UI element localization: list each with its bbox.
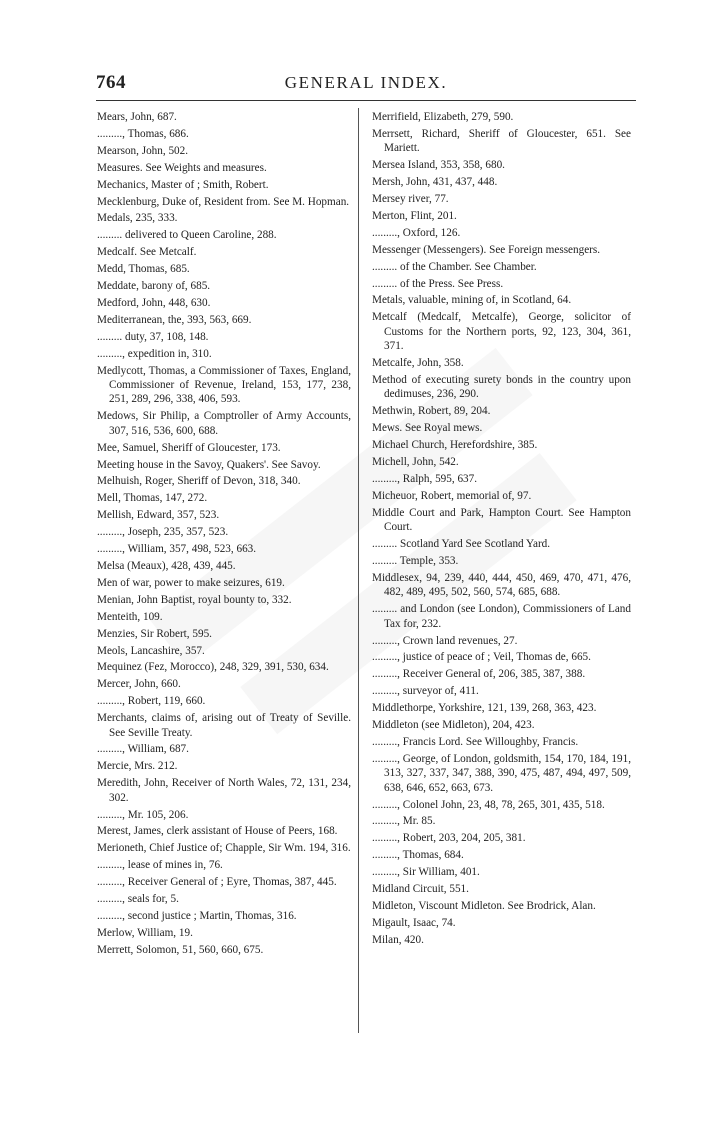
index-entry: ........., Mr. 85. xyxy=(372,815,436,828)
index-entry: Medlycott, Thomas, a Commissioner of Taxes, England, Commissioner of Revenue, Ireland, 153, 177, 238, 251, 289, 296, 338, 406, 593. xyxy=(97,364,351,406)
index-entry: Medals, 235, 333. xyxy=(97,212,178,225)
index-entry: Merrifield, Elizabeth, 279, 590. xyxy=(372,111,514,123)
index-entry: Menian, John Baptist, royal bounty to, 332. xyxy=(97,593,292,606)
index-entry: Medows, Sir Philip, a Comptroller of Army Accounts, 307, 516, 536, 600, 688. xyxy=(97,410,351,437)
index-entry: ........., justice of peace of ; Veil, Thomas de, 665. xyxy=(372,651,591,664)
index-entry: Middlethorpe, Yorkshire, 121, 139, 268, 363, 423. xyxy=(372,702,597,715)
index-entry: Method of executing surety bonds in the country upon dedimuses, 236, 290. xyxy=(372,374,631,401)
index-entry: ........., Joseph, 235, 357, 523. xyxy=(97,526,229,539)
index-column-left xyxy=(97,110,351,960)
index-entry: Medcalf. See Metcalf. xyxy=(97,246,197,259)
index-entry: Menteith, 109. xyxy=(97,610,163,623)
index-entry: Mercer, John, 660. xyxy=(97,678,181,691)
index-entry: Medford, John, 448, 630. xyxy=(97,296,211,309)
index-entry: ......... and London (see London), Commissioners of Land Tax for, 232. xyxy=(372,603,631,630)
index-entry: Mersh, John, 431, 437, 448. xyxy=(372,176,498,189)
index-entry: ........., Crown land revenues, 27. xyxy=(372,634,518,647)
index-entry: Metcalf (Medcalf, Metcalfe), George, solicitor of Customs for the Northern ports, 92, 123, 304, 361, 371. xyxy=(372,311,631,353)
index-entry: Meredith, John, Receiver of North Wales, 72, 131, 234, 302. xyxy=(97,777,351,804)
index-entry: Merest, James, clerk assistant of House of Peers, 168. xyxy=(97,825,338,838)
index-entry: ......... Scotland Yard See Scotland Yard. xyxy=(372,538,551,551)
index-entry: Micheuor, Robert, memorial of, 97. xyxy=(372,489,532,502)
index-column-right xyxy=(372,110,631,950)
index-entry: Metals, valuable, mining of, in Scotland, 64. xyxy=(372,294,572,307)
index-entry: Merioneth, Chief Justice of; Chapple, Sir Wm. 194, 316. xyxy=(97,842,351,855)
index-entry: Measures. See Weights and measures. xyxy=(97,161,267,174)
index-entry: Milan, 420. xyxy=(372,933,424,946)
index-entry: ........., expedition in, 310. xyxy=(97,347,212,360)
index-entry: Medd, Thomas, 685. xyxy=(97,263,190,276)
index-entry: Mears, John, 687. xyxy=(97,111,177,123)
index-entry: ........., Receiver General of, 206, 385, 387, 388. xyxy=(372,668,586,681)
index-entry: ........., William, 687. xyxy=(97,743,189,756)
index-entry: Mee, Samuel, Sheriff of Gloucester, 173. xyxy=(97,441,281,454)
index-entry: ........., Colonel John, 23, 48, 78, 265, 301, 435, 518. xyxy=(372,798,605,811)
index-entry: Merchants, claims of, arising out of Treaty of Seville. See Seville Treaty. xyxy=(97,712,351,739)
index-entry: Michell, John, 542. xyxy=(372,456,459,469)
index-entry: ........., George, of London, goldsmith, 154, 170, 184, 191, 313, 327, 337, 347, 388, 390, 475, 487, 494, 497, 509, 638, 646, 652, 663, 673. xyxy=(372,752,631,794)
index-entry: Mequinez (Fez, Morocco), 248, 329, 391, 530, 634. xyxy=(97,661,329,674)
index-entry: ......... delivered to Queen Caroline, 288. xyxy=(97,229,277,242)
index-entry: ........., Oxford, 126. xyxy=(372,226,461,239)
index-entry: Michael Church, Herefordshire, 385. xyxy=(372,439,538,452)
index-entry: Mersea Island, 353, 358, 680. xyxy=(372,159,505,172)
index-entry: Mell, Thomas, 147, 272. xyxy=(97,492,208,505)
index-entry: ........., Thomas, 684. xyxy=(372,849,464,862)
index-entry: Meols, Lancashire, 357. xyxy=(97,644,205,657)
index-entry: Middlesex, 94, 239, 440, 444, 450, 469, 470, 471, 476, 482, 489, 495, 502, 560, 574, 685, 688. xyxy=(372,571,631,599)
index-entry: ........., second justice ; Martin, Thomas, 316. xyxy=(97,910,297,922)
index-entry: Mellish, Edward, 357, 523. xyxy=(97,509,220,522)
index-entry: ........., surveyor of, 411. xyxy=(372,685,479,698)
index-entry: Messenger (Messengers). See Foreign messengers. xyxy=(372,243,601,256)
running-title: GENERAL INDEX. xyxy=(284,73,448,92)
index-entry: ........., Francis Lord. See Willoughby, Francis. xyxy=(372,735,579,748)
index-entry: Migault, Isaac, 74. xyxy=(372,916,456,929)
index-entry: ........., Robert, 203, 204, 205, 381. xyxy=(372,832,526,845)
index-entry: Mews. See Royal mews. xyxy=(372,422,483,435)
index-entry: ........., Sir William, 401. xyxy=(372,866,480,879)
index-entry: ........., Receiver General of ; Eyre, Thomas, 387, 445. xyxy=(97,876,337,889)
index-entry: Mecklenburg, Duke of, Resident from. See M. Hopman. xyxy=(97,195,350,208)
index-entry: Melhuish, Roger, Sheriff of Devon, 318, 340. xyxy=(97,475,301,488)
index-entry: Methwin, Robert, 89, 204. xyxy=(372,405,491,418)
index-entry: Metcalfe, John, 358. xyxy=(372,357,464,370)
page-number: 764 xyxy=(96,72,126,93)
index-entry: Merrsett, Richard, Sheriff of Gloucester, 651. See Mariett. xyxy=(372,127,631,155)
index-entry: Melsa (Meaux), 428, 439, 445. xyxy=(97,559,236,572)
index-entry: ........., William, 357, 498, 523, 663. xyxy=(97,543,257,556)
index-entry: Midleton, Viscount Midleton. See Brodrick, Alan. xyxy=(372,900,596,912)
index-entry: ......... duty, 37, 108, 148. xyxy=(97,330,209,343)
header-rule xyxy=(96,100,636,101)
index-entry: Midland Circuit, 551. xyxy=(372,883,469,896)
page-header xyxy=(96,72,636,96)
index-entry: Mediterranean, the, 393, 563, 669. xyxy=(97,313,252,326)
index-entry: Mearson, John, 502. xyxy=(97,144,189,157)
index-entry: ......... of the Press. See Press. xyxy=(372,277,504,290)
index-entry: ........., Thomas, 686. xyxy=(97,127,189,140)
index-entry: ........., Mr. 105, 206. xyxy=(97,808,189,821)
index-entry: Meddate, barony of, 685. xyxy=(97,280,211,293)
index-entry: Middleton (see Midleton), 204, 423. xyxy=(372,719,535,732)
index-entry: Meeting house in the Savoy, Quakers'. See Savoy. xyxy=(97,458,321,471)
index-entry: Middle Court and Park, Hampton Court. See Hampton Court. xyxy=(372,506,631,534)
index-entry: Mersey river, 77. xyxy=(372,193,449,206)
index-entry: ........., Ralph, 595, 637. xyxy=(372,472,478,485)
index-entry: Mercie, Mrs. 212. xyxy=(97,760,178,773)
index-entry: Merlow, William, 19. xyxy=(97,926,193,939)
index-entry: ........., Robert, 119, 660. xyxy=(97,695,206,708)
column-divider xyxy=(358,108,359,1033)
index-entry: Mechanics, Master of ; Smith, Robert. xyxy=(97,178,269,191)
index-entry: ......... Temple, 353. xyxy=(372,554,459,567)
index-entry: Menzies, Sir Robert, 595. xyxy=(97,627,212,640)
index-entry: ......... of the Chamber. See Chamber. xyxy=(372,260,537,273)
index-entry: Merrett, Solomon, 51, 560, 660, 675. xyxy=(97,943,264,956)
index-entry: ........., lease of mines in, 76. xyxy=(97,859,223,872)
index-entry: Merton, Flint, 201. xyxy=(372,209,457,222)
index-entry: ........., seals for, 5. xyxy=(97,893,179,906)
index-entry: Men of war, power to make seizures, 619. xyxy=(97,576,285,589)
